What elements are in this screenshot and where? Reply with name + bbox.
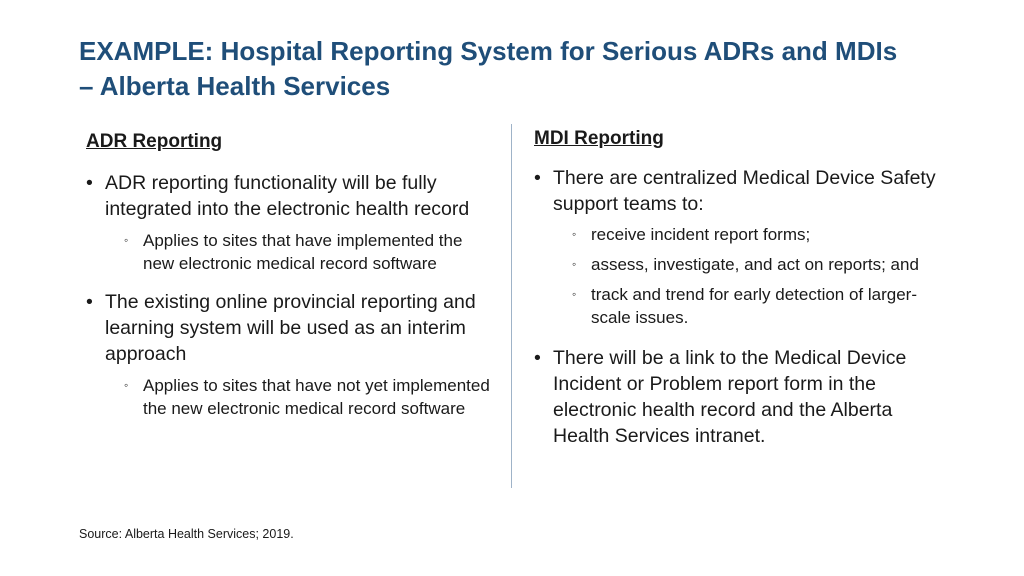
sub-list-item: ◦ Applies to sites that have not yet implemented the new electronic medical record software	[105, 374, 496, 420]
slide-title-line-1: EXAMPLE: Hospital Reporting System for Serious ADRs and MDIs	[79, 36, 898, 66]
adr-bullet-list	[86, 170, 496, 420]
adr-reporting-heading: ADR Reporting	[86, 131, 223, 152]
sub-list-item: ◦ receive incident report forms;	[553, 223, 954, 246]
bullet-text: • The existing online provincial reporting and learning system will be used as an interim approach	[105, 291, 476, 365]
list-item	[534, 345, 954, 449]
bullet-text: • There will be a link to the Medical Device Incident or Problem report form in the electronic health record and the Alberta Health Services intranet.	[553, 347, 907, 447]
mdi-reporting-column	[534, 127, 954, 457]
sub-list-item: ◦ track and trend for early detection of larger-scale issues.	[553, 283, 954, 329]
bullet-text: • ADR reporting functionality will be fully integrated into the electronic health record	[105, 172, 470, 220]
sub-bullet-list	[553, 223, 954, 329]
source-citation: Source: Alberta Health Services; 2019.	[79, 527, 294, 541]
sub-bullet-list	[105, 374, 496, 420]
list-item	[534, 165, 954, 329]
bullet-text: • There are centralized Medical Device Safety support teams to:	[553, 167, 936, 215]
sub-bullet-list	[105, 229, 496, 275]
list-item	[86, 170, 496, 275]
adr-reporting-column	[86, 130, 496, 434]
column-divider	[511, 124, 512, 488]
sub-list-item: ◦ assess, investigate, and act on reports; and	[553, 253, 954, 276]
sub-list-item: ◦ Applies to sites that have implemented the new electronic medical record software	[105, 229, 496, 275]
slide-title-line-2: – Alberta Health Services	[79, 71, 391, 101]
mdi-bullet-list	[534, 165, 954, 449]
mdi-reporting-heading: MDI Reporting	[534, 128, 664, 149]
list-item	[86, 289, 496, 420]
slide-title	[79, 34, 979, 104]
